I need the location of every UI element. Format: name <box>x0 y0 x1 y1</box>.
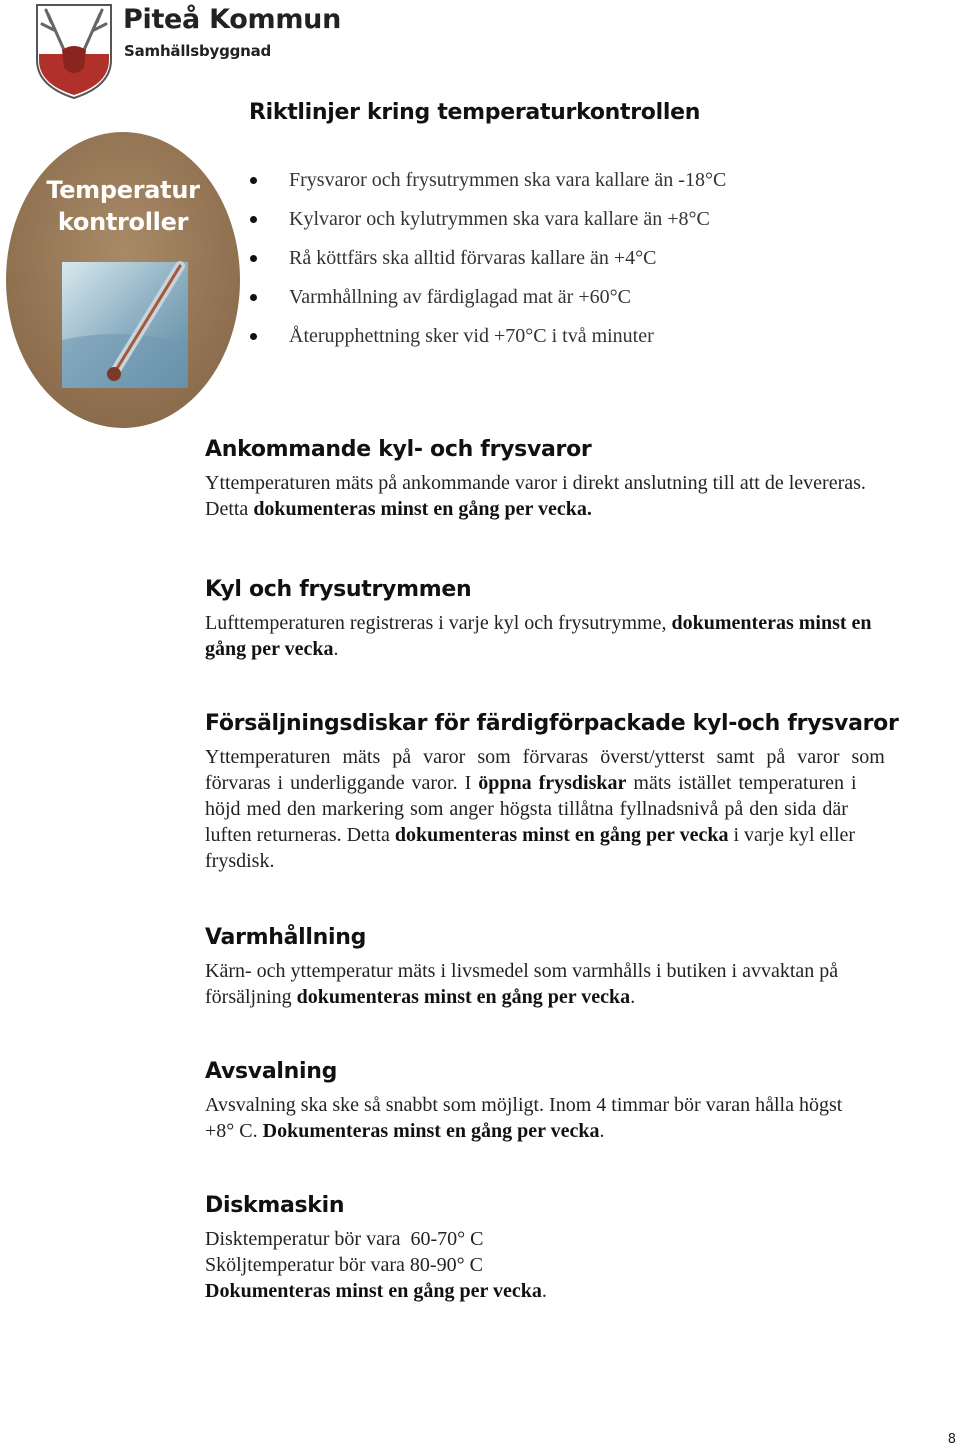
section-heading: Avsvalning <box>205 1059 338 1084</box>
list-item: Kylvaror och kylutrymmen ska vara kallare än +8°C <box>250 205 890 244</box>
section-body: Avsvalning ska ske så snabbt som möjligt. Inom 4 timmar bör varan hålla högst +8° C. Dokumenteras minst en gång per vecka. <box>205 1094 843 1142</box>
section-ankommande <box>205 436 957 522</box>
section-heading: Diskmaskin <box>205 1193 345 1218</box>
section-body: Lufttemperaturen registreras i varje kyl och frysutrymme, dokumenteras minst en gång per vecka. <box>205 612 872 660</box>
bullet-icon <box>250 333 257 340</box>
section-diskmaskin <box>205 1192 957 1304</box>
section-heading: Varmhållning <box>205 925 367 950</box>
section-heading: Försäljningsdiskar för färdigförpackade kyl-och frysvaror <box>205 711 899 736</box>
section-body: Yttemperaturen mäts på varor som förvaras överst/ytterst samt på varor som förvaras i underliggande varor. I öppna frysdiskar mäts istället temperaturen i höjd med den markering som anger högsta tillåtna fyllnadsnivå på den sida där luften returneras. Detta dokumenteras minst en gång per vecka i varje kyl eller frysdisk. <box>205 746 885 872</box>
list-item: Frysvaror och frysutrymmen ska vara kallare än -18°C <box>250 166 890 205</box>
reindeer-coat-of-arms-icon <box>34 2 114 100</box>
bullet-icon <box>250 177 257 184</box>
temperature-rules-list <box>250 166 890 361</box>
page-number: 8 <box>947 1432 956 1447</box>
badge-label-line2: kontroller <box>57 208 189 236</box>
organization-name: Piteå Kommun <box>123 4 341 35</box>
section-forsaljningsdiskar <box>205 710 957 874</box>
bullet-icon <box>250 294 257 301</box>
section-varmhallning <box>205 924 957 1010</box>
list-item: Varmhållning av färdiglagad mat är +60°C <box>250 283 890 322</box>
section-kyl-frysutrymmen <box>205 576 957 662</box>
page-title: Riktlinjer kring temperaturkontrollen <box>249 100 701 125</box>
section-avsvalning <box>205 1058 957 1144</box>
bullet-icon <box>250 216 257 223</box>
badge-label <box>10 174 236 238</box>
section-body: Kärn- och yttemperatur mäts i livsmedel som varmhålls i butiken i avvaktan på försäljning dokumenteras minst en gång per vecka. <box>205 960 839 1008</box>
list-item: Återupphettning sker vid +70°C i två minuter <box>250 322 890 361</box>
list-item: Rå köttfärs ska alltid förvaras kallare än +4°C <box>250 244 890 283</box>
section-body: Yttemperaturen mäts på ankommande varor i direkt anslutning till att de levereras. Detta dokumenteras minst en gång per vecka. <box>205 472 866 520</box>
section-body: Disktemperatur bör vara 60-70° C Sköljtemperatur bör vara 80-90° C Dokumenteras minst en gång per vecka. <box>205 1228 547 1302</box>
badge-label-line1: Temperatur <box>46 176 200 204</box>
section-heading: Kyl och frysutrymmen <box>205 577 472 602</box>
section-heading: Ankommande kyl- och frysvaror <box>205 437 592 462</box>
organization-department: Samhällsbyggnad <box>124 42 272 60</box>
bullet-icon <box>250 255 257 262</box>
